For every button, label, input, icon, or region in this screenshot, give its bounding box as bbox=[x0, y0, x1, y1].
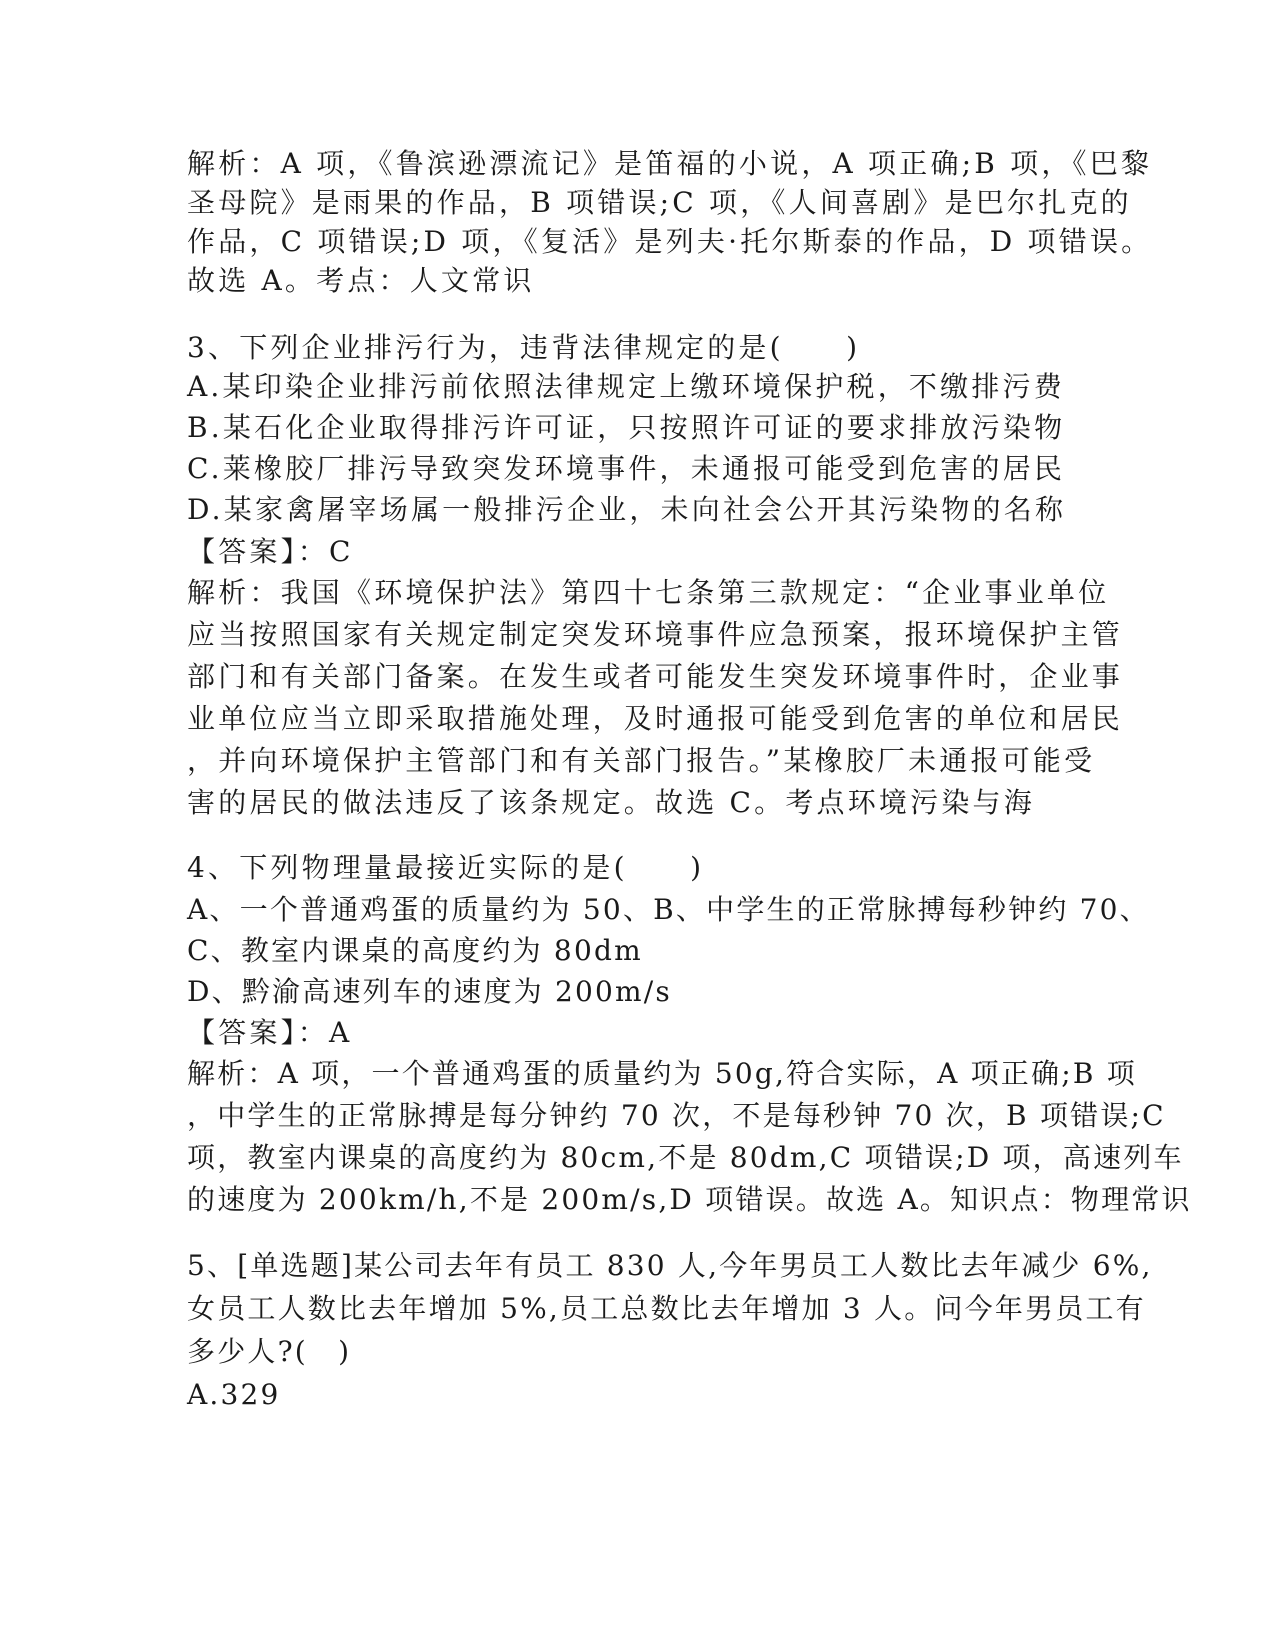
q3-option-d: D.某家禽屠宰场属一般排污企业，未向社会公开其污染物的名称 bbox=[187, 493, 1067, 526]
q4-question: 4、下列物理量最接近实际的是( ) bbox=[187, 851, 705, 884]
q4-option-ab: A、一个普通鸡蛋的质量约为 50、B、中学生的正常脉搏每秒钟约 70、 bbox=[187, 893, 1150, 926]
q2-explanation-line: 解析：A 项，《鲁滨逊漂流记》是笛福的小说，A 项正确;B 项，《巴黎 bbox=[187, 147, 1153, 180]
q3-explanation-line: 害的居民的做法违反了该条规定。故选 C。考点环境污染与海 bbox=[187, 786, 1035, 819]
q3-explanation-line: 应当按照国家有关规定制定突发环境事件应急预案，报环境保护主管 bbox=[187, 618, 1124, 651]
q3-question: 3、下列企业排污行为，违背法律规定的是( ) bbox=[187, 331, 861, 364]
q4-explanation-line: ，中学生的正常脉搏是每分钟约 70 次，不是每秒钟 70 次，B 项错误;C bbox=[187, 1099, 1166, 1132]
q3-option-b: B.某石化企业取得排污许可证，只按照许可证的要求排放污染物 bbox=[187, 411, 1066, 444]
q3-option-a: A.某印染企业排污前依照法律规定上缴环境保护税，不缴排污费 bbox=[187, 370, 1065, 403]
q3-explanation-line: ，并向环境保护主管部门和有关部门报告。”某橡胶厂未通报可能受 bbox=[187, 744, 1096, 777]
q4-explanation-line: 的速度为 200km/h,不是 200m/s,D 项错误。故选 A。知识点：物理常识 bbox=[187, 1183, 1192, 1216]
q4-option-d: D、黔渝高速列车的速度为 200m/s bbox=[187, 975, 672, 1008]
q5-question-line: 女员工人数比去年增加 5%,员工总数比去年增加 3 人。问今年男员工有 bbox=[187, 1292, 1146, 1325]
q2-explanation-line: 故选 A。考点：人文常识 bbox=[187, 264, 535, 297]
q4-explanation-line: 解析：A 项，一个普通鸡蛋的质量约为 50g,符合实际，A 项正确;B 项 bbox=[187, 1057, 1137, 1090]
q2-explanation-line: 作品，C 项错误;D 项，《复活》是列夫·托尔斯泰的作品，D 项错误。 bbox=[187, 225, 1153, 258]
q5-question-line: 多少人?( ) bbox=[187, 1335, 352, 1368]
q2-explanation-line: 圣母院》是雨果的作品，B 项错误;C 项，《人间喜剧》是巴尔扎克的 bbox=[187, 186, 1132, 219]
q5-option-a: A.329 bbox=[187, 1378, 281, 1411]
q4-answer: 【答案】：A bbox=[187, 1016, 353, 1049]
q4-option-c: C、教室内课桌的高度约为 80dm bbox=[187, 934, 643, 967]
q3-answer: 【答案】：C bbox=[187, 535, 354, 568]
q3-option-c: C.莱橡胶厂排污导致突发环境事件，未通报可能受到危害的居民 bbox=[187, 452, 1066, 485]
q3-explanation-line: 部门和有关部门备案。在发生或者可能发生突发环境事件时，企业事 bbox=[187, 660, 1124, 693]
q3-explanation-line: 解析：我国《环境保护法》第四十七条第三款规定：“企业事业单位 bbox=[187, 576, 1110, 609]
q5-question-line: 5、[单选题]某公司去年有员工 830 人,今年男员工人数比去年减少 6%, bbox=[187, 1249, 1153, 1282]
q4-explanation-line: 项，教室内课桌的高度约为 80cm,不是 80dm,C 项错误;D 项，高速列车 bbox=[187, 1141, 1184, 1174]
q3-explanation-line: 业单位应当立即采取措施处理，及时通报可能受到危害的单位和居民 bbox=[187, 702, 1124, 735]
